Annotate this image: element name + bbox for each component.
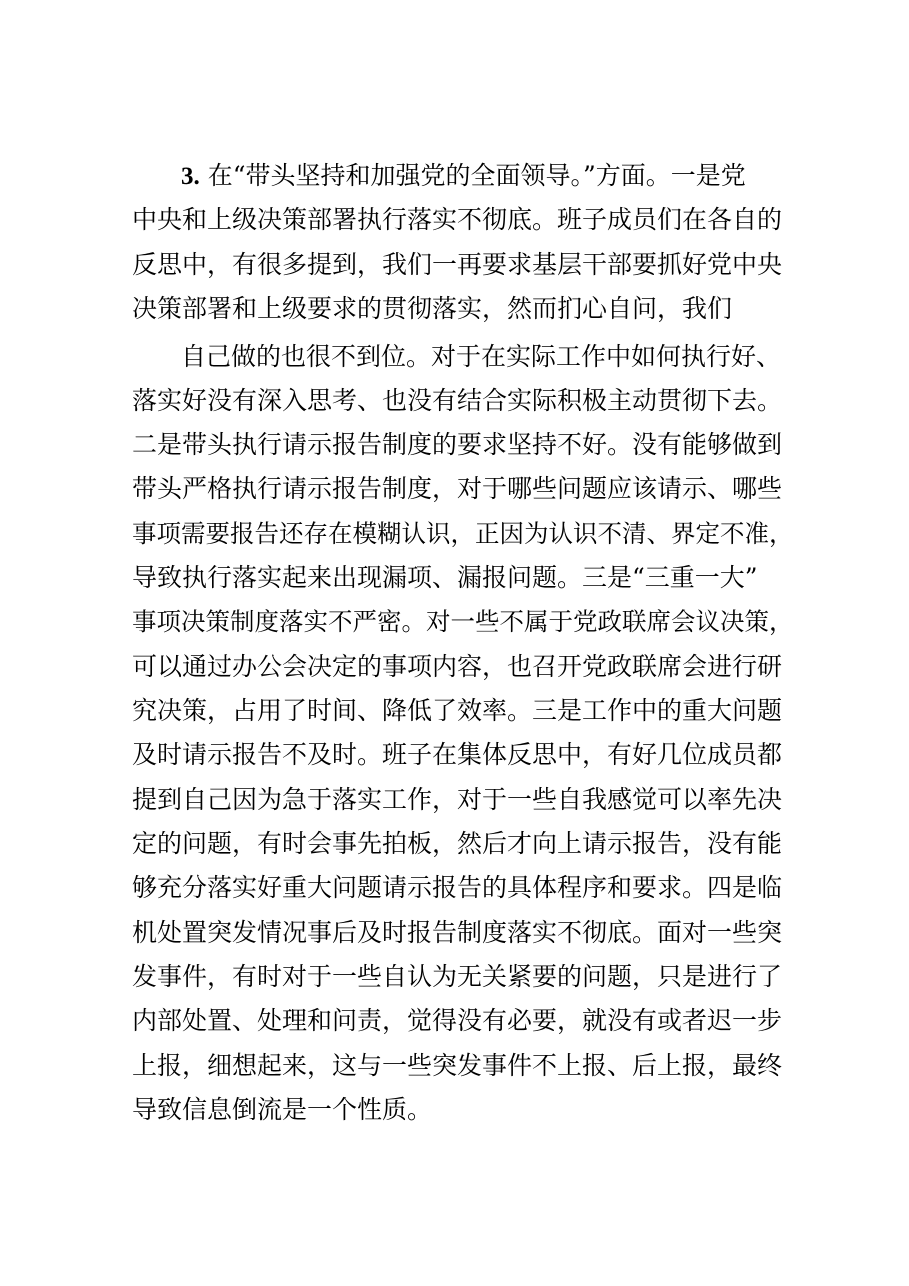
- paragraph-2-line-8: 可以通过办公会决定的事项内容，也召开党政联席会进行研: [132, 652, 783, 681]
- paragraph-2-line-16: 内部处置、处理和问责，觉得没有必要，就没有或者迟一步: [132, 1006, 783, 1035]
- paragraph-2-line-13: 够充分落实好重大问题请示报告的具体程序和要求。四是临: [132, 873, 783, 902]
- paragraph-1-line-1: [181, 156, 746, 196]
- paragraph-1-line-4: 决策部署和上级要求的贯彻落实，然而扪心自问，我们: [132, 294, 733, 323]
- paragraph-2-line-3: 二是带头执行请示报告制度的要求坚持不好。没有能够做到: [132, 430, 783, 459]
- paragraph-2-line-4: 带头严格执行请示报告制度，对于哪些问题应该请示、哪些: [132, 474, 783, 503]
- paragraph-2-line-11: 提到自己因为急于落实工作，对于一些自我感觉可以率先决: [132, 785, 783, 814]
- paragraph-2-line-9: 究决策，占用了时间、降低了效率。三是工作中的重大问题: [132, 696, 783, 725]
- paragraph-2-line-2: 落实好没有深入思考、也没有结合实际积极主动贯彻下去。: [132, 386, 783, 415]
- paragraph-2-line-12: 定的问题，有时会事先拍板，然后才向上请示报告，没有能: [132, 829, 783, 858]
- paragraph-2-line-10: 及时请示报告不及时。班子在集体反思中，有好几位成员都: [132, 740, 783, 769]
- paragraph-2-line-14: 机处置突发情况事后及时报告制度落实不彻底。面对一些突: [132, 918, 783, 947]
- paragraph-2-line-1: 自己做的也很不到位。对于在实际工作中如何执行好、: [181, 342, 782, 371]
- paragraph-2-line-5: 事项需要报告还存在模糊认识，正因为认识不清、界定不准，: [132, 519, 794, 548]
- paragraph-2-line-7: 事项决策制度落实不严密。对一些不属于党政联席会议决策，: [132, 607, 794, 636]
- paragraph-number: 3.: [181, 163, 200, 190]
- paragraph-1-line-2: 中央和上级决策部署执行落实不彻底。班子成员们在各自的: [132, 205, 783, 234]
- paragraph-1-line-1-text: 在“带头坚持和加强党的全面领导。”方面。一是党: [207, 161, 746, 190]
- paragraph-2-line-6: 导致执行落实起来出现漏项、漏报问题。三是“三重一大”: [132, 563, 758, 592]
- paragraph-2-line-17: 上报，细想起来，这与一些突发事件不上报、后上报，最终: [132, 1051, 783, 1080]
- paragraph-2-line-15: 发事件，有时对于一些自认为无关紧要的问题，只是进行了: [132, 962, 783, 991]
- paragraph-1-line-3: 反思中，有很多提到，我们一再要求基层干部要抓好党中央: [132, 250, 783, 279]
- paragraph-2-line-18: 导致信息倒流是一个性质。: [132, 1095, 433, 1124]
